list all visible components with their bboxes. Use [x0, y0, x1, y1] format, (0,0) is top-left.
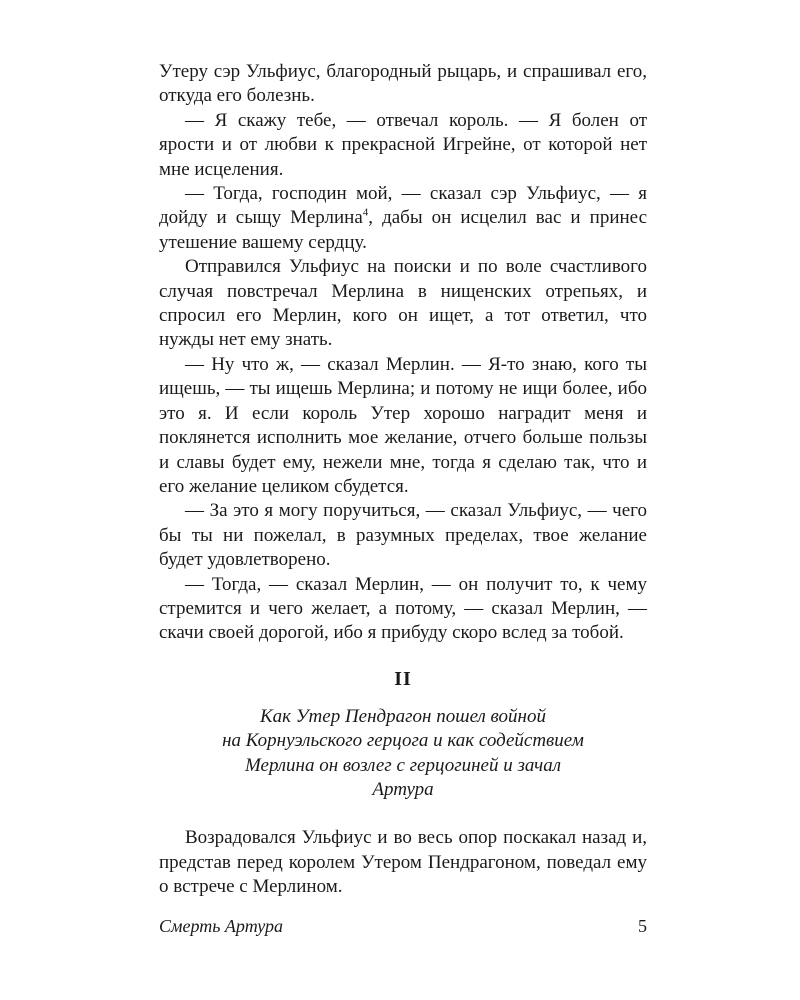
- paragraph-4: Отправился Ульфиус на поиски и по воле счастливого случая повстречал Мерлина в нищенских отрепьях, и спросил его Мерлин, кого он ищет, а тот ответил, что нужды нет ему знать.: [159, 256, 647, 351]
- chapter-title-line: Артура: [372, 778, 434, 800]
- footnote-marker[interactable]: 4: [362, 207, 369, 220]
- running-title: Смерть Артура: [159, 916, 283, 936]
- body-text-top: [159, 60, 647, 646]
- page-number: 5: [638, 916, 647, 936]
- paragraph-8: Возрадовался Ульфиус и во весь опор поскакал назад и, представ перед королем Утером Пендрагоном, поведал ему о встрече с Мерлином.: [159, 827, 647, 898]
- paragraph-5: — Ну что ж, — сказал Мерлин. — Я-то знаю, кого ты ищешь, — ты ищешь Мерлина; и потому не ищи более, ибо это я. И если король Утер хорошо наградит меня и поклянется исполнить мое желание, отчего больше пользы и славы будет ему, нежели мне, тогда я сделаю так, что и его желание целиком сбудется.: [159, 353, 647, 497]
- paragraph-3-text: — Тогда, господин мой, — сказал сэр Ульфиус, — я дойду и сыщу Мерлина: [159, 183, 647, 229]
- page-footer: [159, 916, 647, 937]
- chapter-title-line: Мерлина он возлег с герцогиней и зачал: [245, 754, 561, 776]
- body-text-bottom: [159, 826, 647, 899]
- chapter-title: [159, 705, 647, 803]
- paragraph-7: — Тогда, — сказал Мерлин, — он получит то, к чему стремится и чего желает, а потому, — сказал Мерлин, — скачи своей дорогой, ибо я прибуду скоро вслед за тобой.: [159, 573, 647, 644]
- paragraph-3: [159, 182, 647, 255]
- chapter-title-line: на Корнуэльского герцога и как содействием: [222, 730, 584, 752]
- chapter-number: II: [394, 667, 412, 690]
- page-content: [159, 60, 647, 900]
- paragraph-6: — За это я могу поручиться, — сказал Ульфиус, — чего бы ты ни пожелал, в разумных пределах, твое желание будет удовлетворено.: [159, 500, 647, 571]
- paragraph-3-continuation: , дабы он исцелил вас и принес утешение вашему сердцу.: [159, 207, 648, 253]
- paragraph-1: Утеру сэр Ульфиус, благородный рыцарь, и спрашивал его, откуда его болезнь.: [159, 61, 647, 107]
- chapter-title-line: Как Утер Пендрагон пошел войной: [260, 705, 546, 727]
- paragraph-2: — Я скажу тебе, — отвечал король. — Я болен от ярости и от любви к прекрасной Игрейне, от которой нет мне исцеления.: [159, 109, 647, 180]
